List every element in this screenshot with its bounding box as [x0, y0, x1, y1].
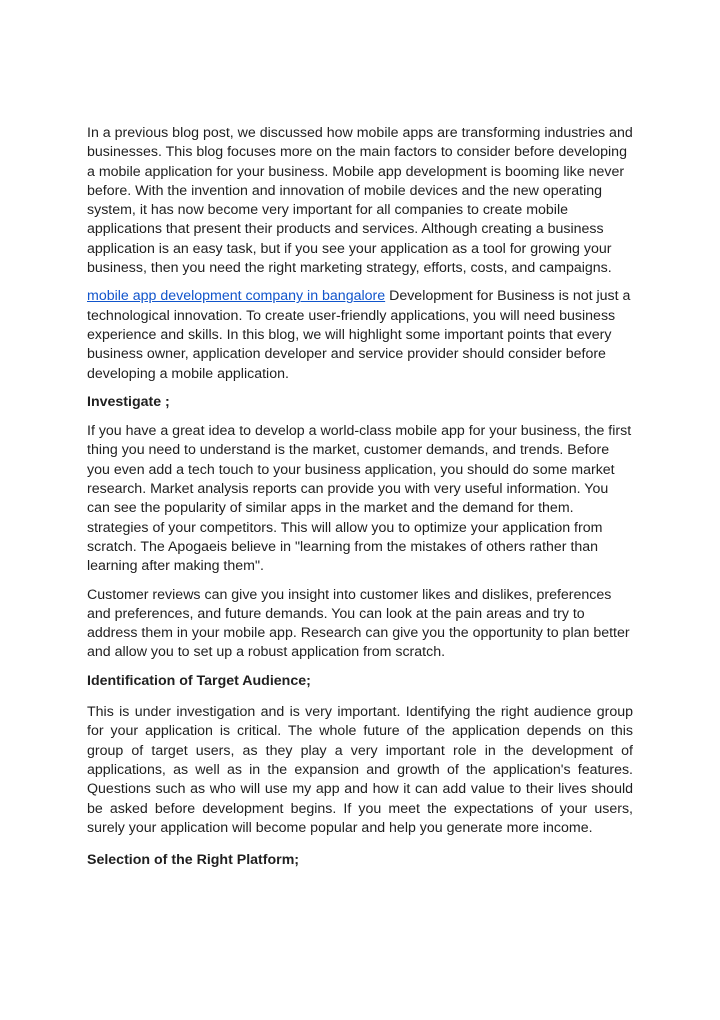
paragraph-customer-reviews: Customer reviews can give you insight into customer likes and dislikes, preferences and preferences, and future demands. You can look at the pain areas and try to address them in your mobile app. Research can give you the opportunity to plan better and allow you to set up a robust application from scratch.	[87, 586, 630, 661]
paragraph-target-audience: This is under investigation and is very important. Identifying the right audience group for your application is critical. The whole future of the application depends on this group of target users, as they play a very important role in the development of applications, as well as in the expansion and growth of the application's features. Questions such as who will use my app and how it can add value to their lives should be asked before development begins. If you meet the expectations of your users, surely your application will become popular and help you generate more income.	[87, 704, 633, 836]
heading-platform: Selection of the Right Platform;	[87, 852, 300, 869]
paragraph-investigate: If you have a great idea to develop a world-class mobile app for your business, the first thing you need to understand is the market, customer demands, and trends. Before you even add a tech touch to your business application, you should do some market research. Market analysis reports can provide you with very useful information. You can see the popularity of similar apps in the market and the demand for them. strategies of your competitors. This will allow you to optimize your application from scratch. The Apogaeis believe in "learning from the mistakes of others rather than learning after making them".	[87, 423, 632, 575]
paragraph-intro: In a previous blog post, we discussed how mobile apps are transforming industries and businesses. This blog focuses more on the main factors to consider before developing a mobile application for your business. Mobile app development is booming like never before. With the invention and innovation of mobile devices and the new operating system, it has now become very important for all companies to create mobile applications that present their products and services. Although creating a business application is an easy task, but if you see your application as a tool for growing your business, then you need the right marketing strategy, efforts, costs, and campaigns.	[87, 125, 633, 277]
paragraph-business-development-text: Development for Business is not just a technological innovation. To create user-friendly applications, you will need business experience and skills. In this blog, we will highlight some important points that every business owner, application developer and service provider should consider before developing a mobile application.	[87, 288, 631, 382]
heading-target-audience: Identification of Target Audience;	[87, 672, 311, 689]
heading-investigate: Investigate ;	[87, 393, 170, 410]
company-link[interactable]: mobile app development company in bangalore	[87, 288, 386, 305]
paragraph-business-development	[87, 287, 633, 383]
